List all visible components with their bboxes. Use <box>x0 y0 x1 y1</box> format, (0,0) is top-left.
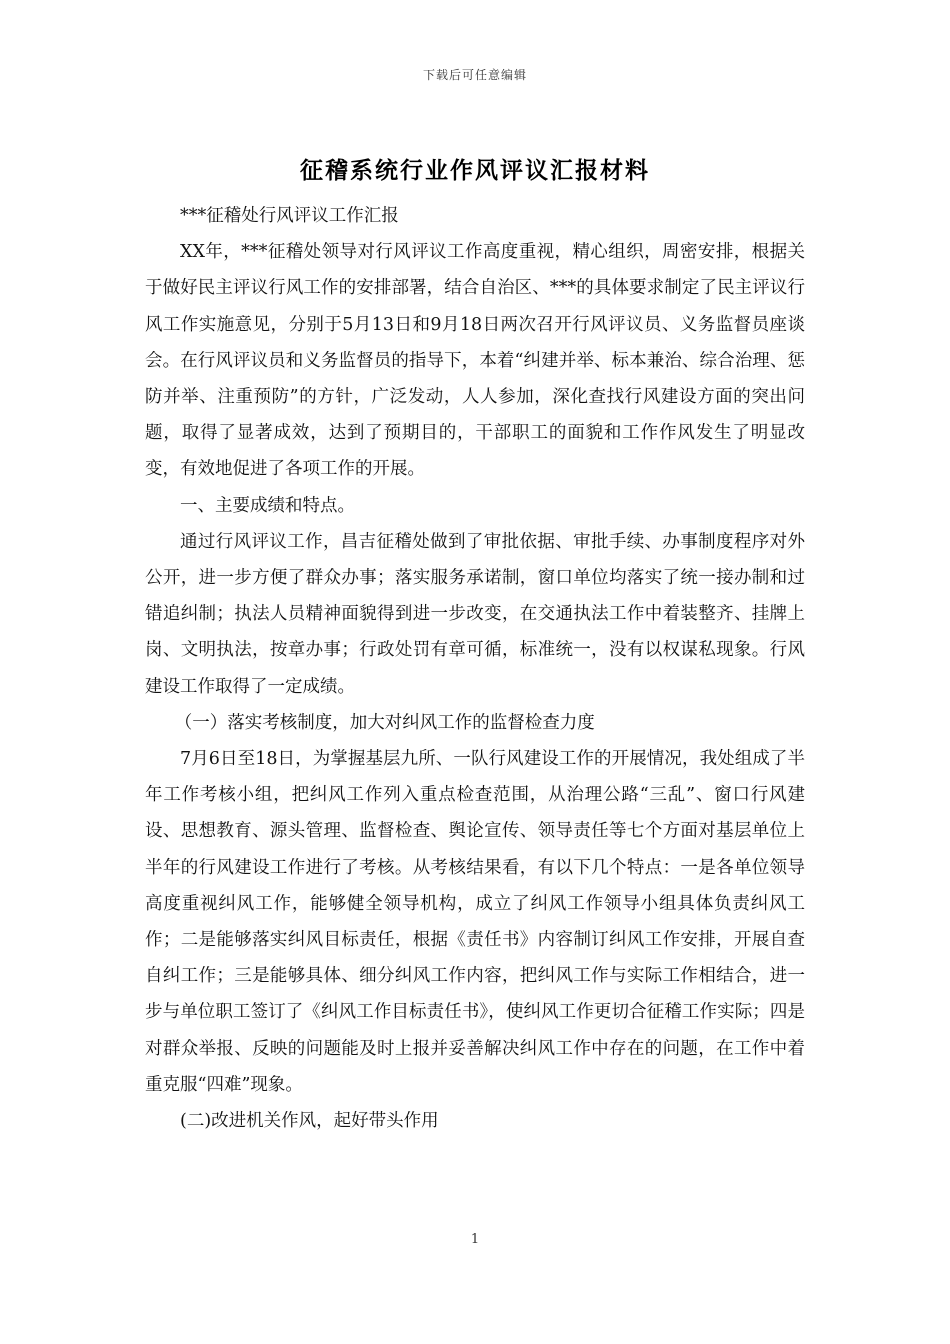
paragraph-achievements: 通过行风评议工作，昌吉征稽处做到了审批依据、审批手续、办事制度程序对外公开，进一步方便了群众办事；落实服务承诺制，窗口单位均落实了统一接办制和过错追纠制；执法人员精神面貌得到进一步改变，在交通执法工作中着装整齐、挂牌上岗、文明执法，按章办事；行政处罚有章可循，标准统一，没有以权谋私现象。行风建设工作取得了一定成绩。 <box>145 531 805 697</box>
section-heading-1: 一、主要成绩和特点。 <box>180 495 355 516</box>
paragraph-intro: XX年，***征稽处领导对行风评议工作高度重视，精心组织，周密安排，根据关于做好民主评议行风工作的安排部署，结合自治区、***的具体要求制定了民主评议行风工作实施意见，分别于5月13日和9月18日两次召开行风评议员、义务监督员座谈会。在行风评议员和义务监督员的指导下，本着“纠建并举、标本兼治、综合治理、惩防并举、注重预防”的方针，广泛发动，人人参加，深化查找行风建设方面的突出问题，取得了显著成效，达到了预期目的，干部职工的面貌和工作作风发生了明显改变，有效地促进了各项工作的开展。 <box>145 242 805 480</box>
page-header-note: 下载后可任意编辑 <box>422 68 527 82</box>
document-title: 征稽系统行业作风评议汇报材料 <box>300 158 650 184</box>
subsection-heading-2: (二)改进机关作风，起好带头作用 <box>180 1111 439 1132</box>
document-subtitle: ***征稽处行风评议工作汇报 <box>180 206 399 226</box>
subsection-heading-1: （一）落实考核制度，加大对纠风工作的监督检查力度 <box>174 712 595 733</box>
paragraph-assessment: 7月6日至18日，为掌握基层九所、一队行风建设工作的开展情况，我处组成了半年工作考核小组，把纠风工作列入重点检查范围，从治理公路“三乱”、窗口行风建设、思想教育、源头管理、监督检查、舆论宣传、领导责任等七个方面对基层单位上半年的行风建设工作进行了考核。从考核结果看，有以下几个特点：一是各单位领导高度重视纠风工作，能够健全领导机构，成立了纠风工作领导小组具体负责纠风工作；二是能够落实纠风目标责任，根据《责任书》内容制订纠风工作安排，开展自查自纠工作；三是能够具体、细分纠风工作内容，把纠风工作与实际工作相结合，进一步与单位职工签订了《纠风工作目标责任书》，使纠风工作更切合征稽工作实际；四是对群众举报、反映的问题能及时上报并妥善解决纠风工作中存在的问题，在工作中着重克服“四难”现象。 <box>145 749 805 1095</box>
page-number: 1 <box>470 1232 480 1247</box>
document-body <box>145 198 805 1139</box>
